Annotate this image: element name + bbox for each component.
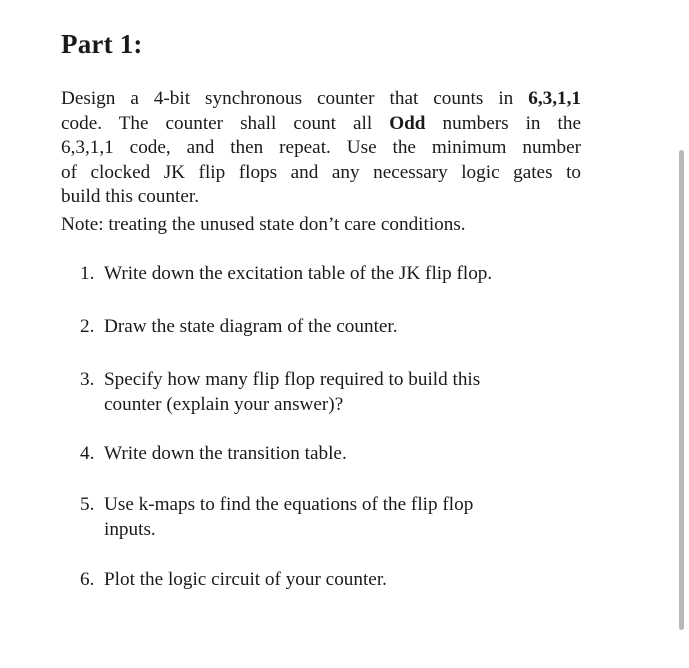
problem-description — [61, 87, 581, 210]
question-number: 1. — [80, 263, 95, 284]
code-bold: 6,3,1,1 — [528, 88, 581, 109]
description-line-4: of clocked JK flip flops and any necessary logic gates to — [61, 161, 581, 183]
question-6 — [80, 567, 564, 592]
question-5 — [80, 492, 564, 542]
question-number: 5. — [80, 494, 95, 515]
part-heading: Part 1: — [61, 29, 143, 59]
question-text: Write down the transition table. — [104, 443, 347, 464]
question-2 — [80, 314, 564, 339]
description-line-2: code. The counter shall count all Odd numbers in the — [61, 112, 581, 134]
question-text: Draw the state diagram of the counter. — [104, 316, 398, 337]
question-text: Plot the logic circuit of your counter. — [104, 569, 387, 590]
description-line-1: Design a 4-bit synchronous counter that counts in 6,3,1,1 — [61, 88, 581, 109]
odd-bold: Odd — [389, 112, 426, 134]
question-3 — [80, 367, 564, 417]
question-number: 3. — [80, 369, 95, 390]
description-line-3: 6,3,1,1 code, and then repeat. Use the minimum number — [61, 137, 581, 159]
question-number: 2. — [80, 316, 95, 337]
note-text: Note: treating the unused state don’t care conditions. — [61, 214, 466, 235]
question-4 — [80, 441, 564, 466]
scrollbar[interactable] — [679, 150, 684, 630]
question-number: 4. — [80, 443, 95, 464]
description-line-5: build this counter. — [61, 186, 200, 208]
question-text: Write down the excitation table of the JK flip flop. — [104, 263, 493, 284]
question-1 — [80, 261, 564, 286]
question-number: 6. — [80, 569, 95, 590]
question-text: Use k-maps to find the equations of the flip flop inputs. — [104, 494, 474, 540]
question-text: Specify how many flip flop required to build this counter (explain your answer)? — [104, 369, 481, 415]
